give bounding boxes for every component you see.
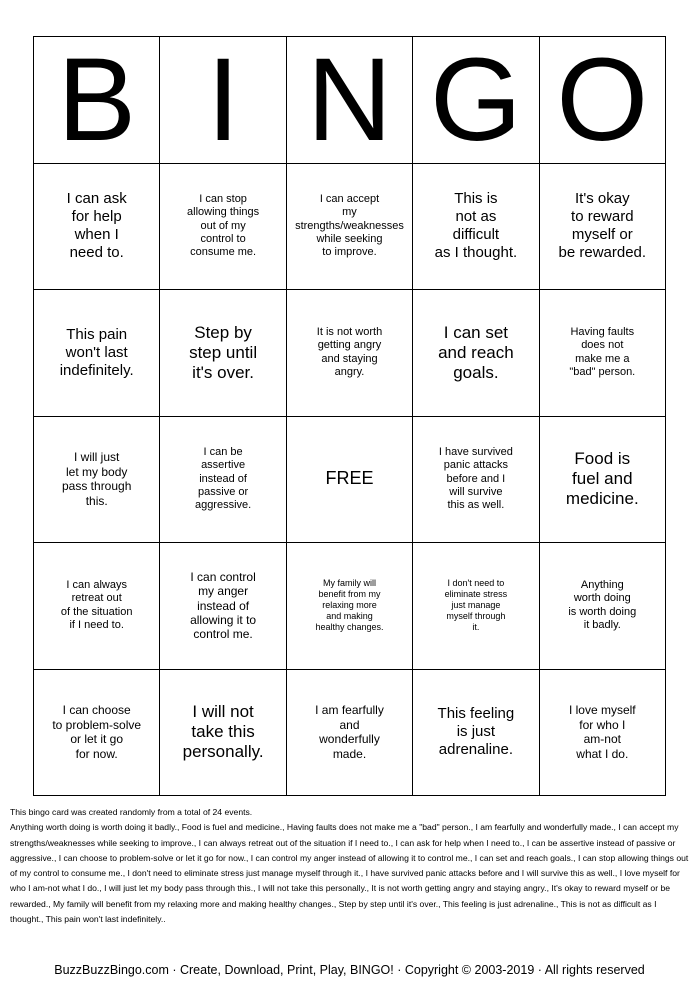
bingo-cell: I can accept my strengths/weaknesses while seeking to improve. — [287, 164, 413, 291]
bingo-cell: I am fearfully and wonderfully made. — [287, 670, 413, 797]
bingo-cell: This pain won't last indefinitely. — [34, 290, 160, 417]
bingo-cell: Step by step until it's over. — [160, 290, 286, 417]
event-list-text: Anything worth doing is worth doing it badly., Food is fuel and medicine., Having faults does not make me a "bad" person., I am fearfully and wonderfully made., I can accept my strengths/weaknesses while seeking to improve., I can always retreat out of the situation if I need to., I can ask for help when I need to., I can be assertive instead of passive or aggressive., I can choose to problem-solve or let it go for now., I can control my anger instead of allowing it to control me., I can set and reach goals., I can stop allowing things out of my control to consume me., I don't need to eliminate stress just manage myself through it., I have survived panic attacks before and I will survive this as well., I love myself for who I am-not what I do., I will just let my body pass through this., I will not take this personally., It is not worth getting angry and staying angry., It's okay to reward myself or be rewarded., My family will benefit from my relaxing more and making healthy changes., Step by step until it's over., This feeling is just adrenaline., This is not as difficult as I thought., This pain won't last indefinitely.. — [10, 822, 689, 925]
header-letter-i: I — [160, 37, 286, 164]
bingo-card — [33, 36, 666, 796]
bingo-cell: My family will benefit from my relaxing more and making healthy changes. — [287, 543, 413, 670]
bingo-cell: I can set and reach goals. — [413, 290, 539, 417]
bingo-cell: I can ask for help when I need to. — [34, 164, 160, 291]
header-letter-o: O — [540, 37, 666, 164]
header-letter-n: N — [287, 37, 413, 164]
bingo-cell: I will just let my body pass through this. — [34, 417, 160, 544]
bingo-cell: It's okay to reward myself or be rewarded. — [540, 164, 666, 291]
bingo-cell: Having faults does not make me a "bad" person. — [540, 290, 666, 417]
header-letter-g: G — [413, 37, 539, 164]
bingo-cell: Food is fuel and medicine. — [540, 417, 666, 544]
bingo-cell: I love myself for who I am-not what I do. — [540, 670, 666, 797]
card-footer-note — [10, 805, 692, 927]
bingo-cell: This feeling is just adrenaline. — [413, 670, 539, 797]
bingo-cell: I don't need to eliminate stress just manage myself through it. — [413, 543, 539, 670]
bingo-cell: Anything worth doing is worth doing it badly. — [540, 543, 666, 670]
bingo-cell: I can stop allowing things out of my control to consume me. — [160, 164, 286, 291]
bingo-cell: I will not take this personally. — [160, 670, 286, 797]
bingo-cell: It is not worth getting angry and staying angry. — [287, 290, 413, 417]
bingo-cell: This is not as difficult as I thought. — [413, 164, 539, 291]
copyright-credit: BuzzBuzzBingo.com · Create, Download, Print, Play, BINGO! · Copyright © 2003-2019 · All rights reserved — [54, 963, 645, 977]
bingo-cell: I can always retreat out of the situation if I need to. — [34, 543, 160, 670]
card-intro-text: This bingo card was created randomly from a total of 24 events. — [10, 807, 253, 817]
free-space-cell: FREE — [287, 417, 413, 544]
bingo-cell: I can choose to problem-solve or let it go for now. — [34, 670, 160, 797]
bingo-cell: I can be assertive instead of passive or aggressive. — [160, 417, 286, 544]
bingo-cell: I have survived panic attacks before and I will survive this as well. — [413, 417, 539, 544]
header-letter-b: B — [34, 37, 160, 164]
bingo-cell: I can control my anger instead of allowing it to control me. — [160, 543, 286, 670]
